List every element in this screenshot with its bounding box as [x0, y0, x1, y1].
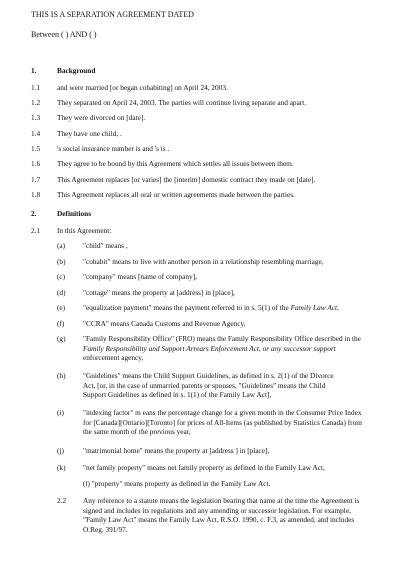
- clause-text: They were divorced on [date].: [57, 113, 146, 122]
- definition-line: "cottage" means the property at [address] in [place],: [83, 288, 235, 297]
- clause-number: 1.7: [31, 175, 41, 184]
- clause-line: O.Reg. 391/97.: [83, 524, 128, 534]
- clause-number: 1.6: [31, 159, 41, 168]
- definition-line: "child" means ,: [83, 241, 128, 250]
- definition-line: "CCRA" means Canada Customs and Revenue Agency,: [83, 319, 246, 328]
- definition-line: Act, [or, in the case of unmarried parents or spouses, "Guidelines" means the Child: [83, 380, 326, 390]
- definition-l: (l) "property" means property as defined in the Family Law Act.: [83, 479, 271, 488]
- definition-line: "company" means [name of company],: [83, 272, 197, 281]
- definition-label: (d): [57, 288, 66, 297]
- clause-text: and were married [or began cohabiting] on April 24, 2003.: [57, 83, 228, 92]
- definition-line: the same month of the previous year,: [83, 427, 191, 437]
- section-heading-background: [31, 66, 96, 76]
- clause-text: 's social insurance number is and 's is .: [57, 144, 170, 153]
- clause-line: "Family Law Act" means the Family Law Act, R.S.O. 1990, c. F.3, as amended, and includes: [83, 515, 355, 525]
- clause-number: 1.8: [31, 190, 41, 199]
- definition-label: (j): [57, 446, 64, 455]
- definition-label: (c): [57, 272, 66, 281]
- clause-text: They have one child, .: [57, 129, 122, 138]
- definition-text: "equalization payment" means the payment referred to in s. 5(1) of the: [83, 303, 291, 312]
- definition-line: "net family property" means net family property as defined in the Family Law Act,: [83, 463, 325, 472]
- definition-line: "Guidelines" means the Child Support Guidelines, as defined in s. 2(1) of the Divorce: [83, 371, 334, 380]
- clause-text: They separated on April 24, 2003. The parties will continue living separate and apart.: [57, 98, 307, 107]
- definition-line: Family Responsibility and Support Arrears Enforcement Act, or any successor support: [83, 343, 336, 353]
- definition-label: (f): [57, 319, 65, 328]
- clause-number: 1.5: [31, 144, 41, 153]
- clause-number: 1.2: [31, 98, 41, 107]
- section-number: 2.: [31, 209, 37, 218]
- definition-punct: ,: [337, 303, 339, 312]
- clause-number: 2.2: [57, 496, 67, 505]
- definition-label: (g): [57, 334, 66, 343]
- clause-number: 1.3: [31, 113, 41, 122]
- section-number: 1.: [31, 66, 37, 75]
- definition-line: Support Guidelines as defined in s. 1(1) of the Family Law Act],: [83, 390, 272, 400]
- clause-number: 1.4: [31, 129, 41, 138]
- definition-line: "cohabit" means to live with another person in a relationship resembling marriage,: [83, 257, 324, 266]
- statute-name: Family Law Act: [290, 303, 338, 312]
- clause-text: This Agreement replaces all oral or written agreements made between the parties.: [57, 190, 295, 199]
- definition-label: (i): [57, 408, 64, 417]
- clause-text: In this Agreement:: [57, 226, 112, 235]
- definition-line: [83, 303, 387, 313]
- definition-label: (b): [57, 257, 66, 266]
- definition-line: "indexing factor" m eans the percentage change for a given month in the Consumer Price Index: [83, 408, 362, 417]
- clause-number: 1.1: [31, 83, 41, 92]
- clause-line: signed and includes its regulations and any amending or successor legislation. For example,: [83, 505, 351, 515]
- clause-text: This Agreement replaces [or varies] the [interim] domestic contract they made on [date].: [57, 175, 316, 184]
- definition-label: (k): [57, 463, 66, 472]
- definition-line: enforcement agency,: [83, 353, 144, 363]
- clause-line: Any reference to a statute means the legislation bearing that name at the time the Agreement is: [83, 496, 360, 505]
- section-title: Definitions: [57, 209, 92, 218]
- definition-label: (h): [57, 371, 66, 380]
- clause-number: 2.1: [31, 226, 41, 235]
- definition-label: (a): [57, 241, 66, 250]
- section-heading-definitions: [31, 209, 92, 219]
- parties-line: Between ( ) AND ( ): [31, 30, 97, 39]
- document-title: THIS IS A SEPARATION AGREEMENT DATED: [31, 10, 194, 19]
- definition-line: "matrimonial home" means the property at [address ] in [place],: [83, 446, 270, 455]
- definition-line: "Family Responsibility Office" (FRO) means the Family Responsibility Office described in the: [83, 334, 361, 343]
- definition-label: (e): [57, 303, 66, 312]
- section-title: Background: [57, 66, 96, 75]
- clause-text: They agree to be bound by this Agreement which settles all issues between them.: [57, 159, 294, 168]
- definition-line: for [Canada][Ontario][Toronto] for prices of All-Items (as published by Statistics Canada) from: [83, 417, 362, 427]
